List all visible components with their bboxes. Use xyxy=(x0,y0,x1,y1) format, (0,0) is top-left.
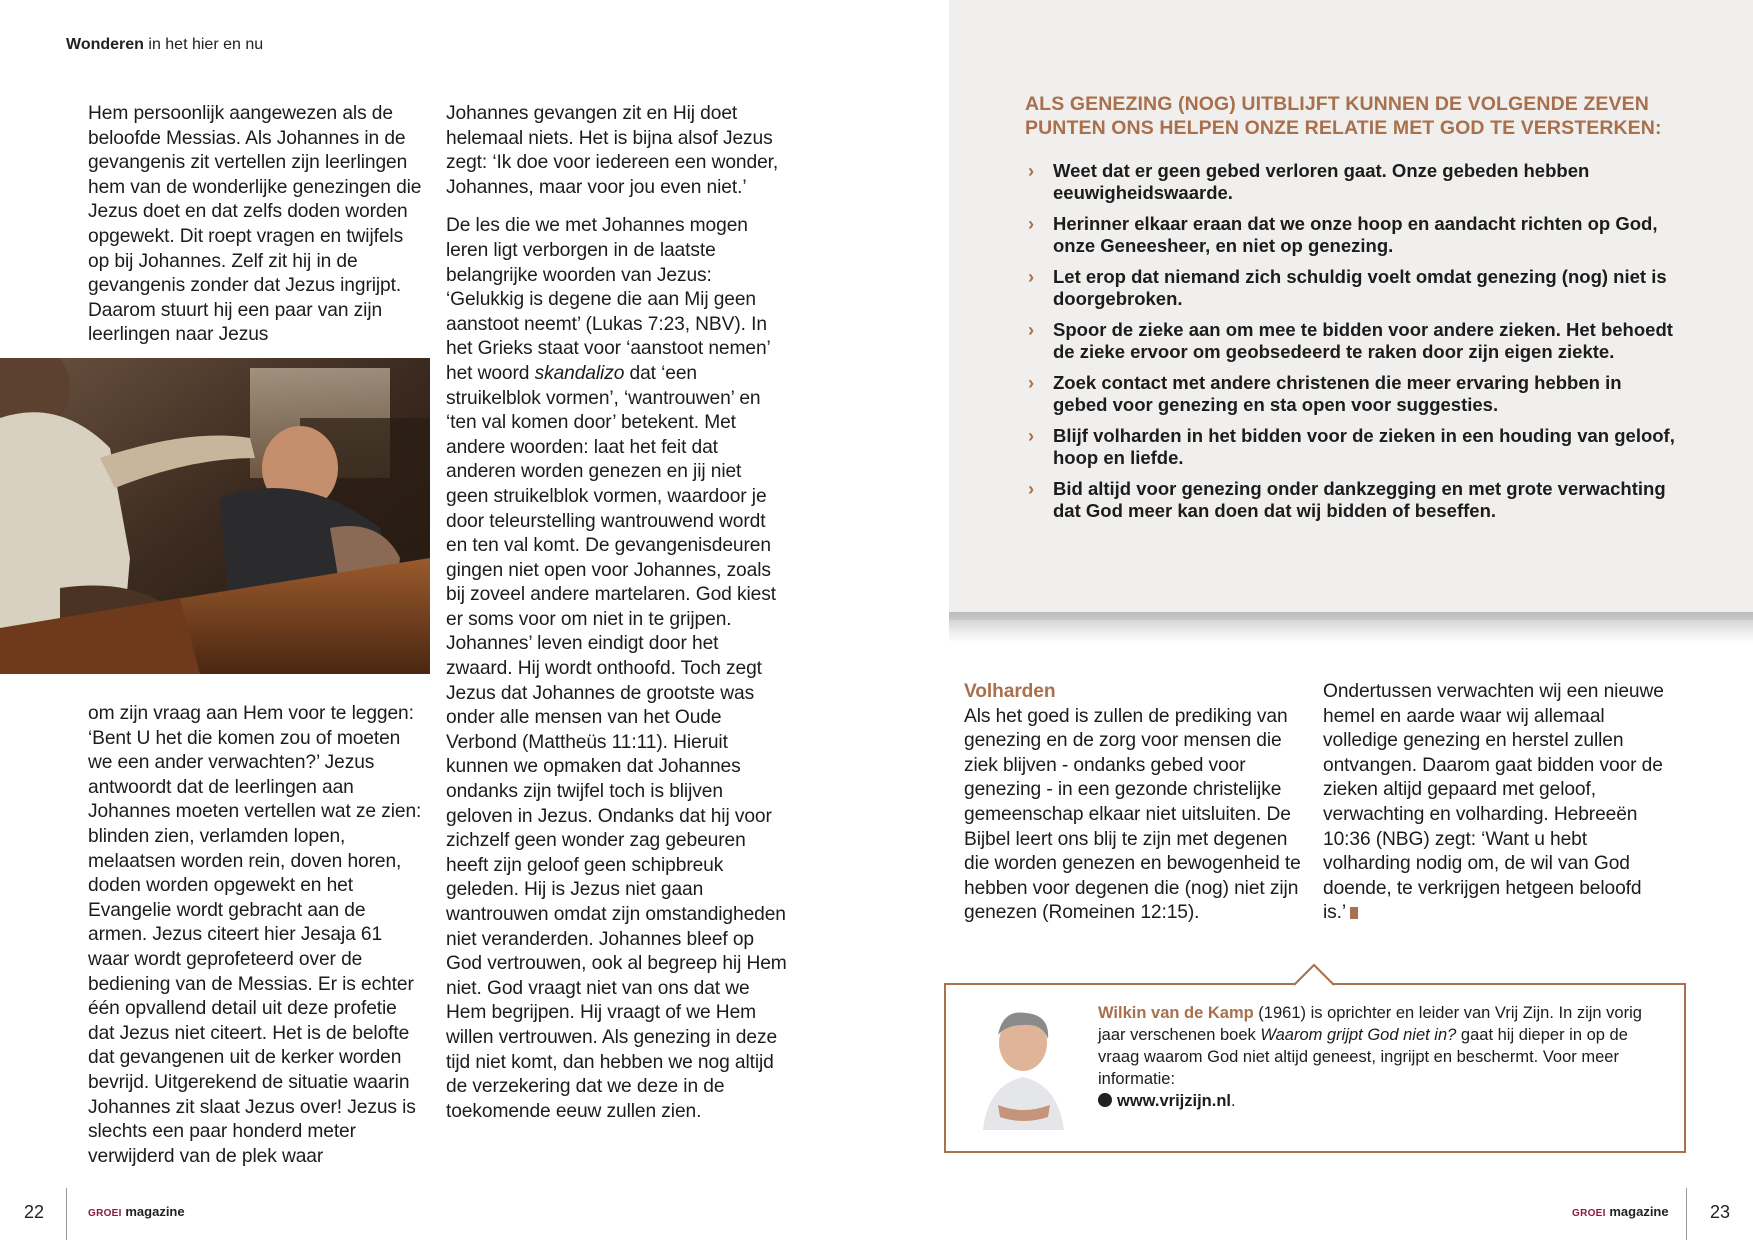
magazine-brand: GROEI xyxy=(88,1208,122,1219)
list-item xyxy=(1025,372,1675,415)
chevron-right-icon: › xyxy=(1028,372,1035,393)
paragraph xyxy=(1323,680,1665,926)
paragraph: Als het goed is zullen de prediking van genezing en de zorg voor mensen die ziek blijven - ondanks gebed voor genezing - in een gezonde christelijke gemeenschap elkaar niet uitsluiten. De Bijbel leert ons blij te zijn met degenen die worden genezen en bewogenheid te hebben voor degenen die (nog) niet zijn genezen (Romeinen 12:15). xyxy=(964,705,1301,924)
paragraph-text: De les die we met Johannes mogen leren ligt verborgen in de laatste belangrijke woorden van Jezus: ‘Gelukkig is degene die aan Mij geen aanstoot neemt’ (Lukas 7:23, NBV). In het Grieks staat voor ‘aanstoot nemen’ het woord xyxy=(446,215,770,384)
paragraph-text: Ondertussen verwachten wij een nieuwe hemel en aarde waar wij allemaal volledige genezing en herstel zullen ontvangen. Daarom gaat bidden voor de zieken altijd gepaard met geloof, verwachting en volharding. Hebreeën 10:36 (NBG) zegt: ‘Want u hebt volharding nodig om, de wil van God doende, te verkrijgen hetgeen beloofd is.’ xyxy=(1323,681,1664,924)
running-header xyxy=(66,36,263,54)
list-item xyxy=(1025,213,1675,256)
list-item-text: Let erop dat niemand zich schuldig voelt omdat genezing (nog) niet is doorgebroken. xyxy=(1053,266,1667,309)
list-item xyxy=(1025,425,1675,468)
list-item xyxy=(1025,266,1675,309)
paragraph xyxy=(446,214,788,1124)
list-item-text: Zoek contact met andere christenen die meer ervaring hebben in gebed voor genezing en sta open voor suggesties. xyxy=(1053,372,1622,415)
column-1-top xyxy=(88,102,428,348)
page-number-right: 23 xyxy=(1710,1202,1731,1222)
paragraph: Johannes gevangen zit en Hij doet helemaal niets. Het is bijna alsof Jezus zegt: ‘Ik doe voor iedereen een wonder, Johannes, maar voor jou even niet.’ xyxy=(446,103,779,198)
bio-box-notch-cover xyxy=(1294,955,1334,995)
photo-illustration xyxy=(0,358,430,674)
magazine-logo-left xyxy=(88,1204,185,1219)
list-item-text: Weet dat er geen gebed verloren gaat. Onze gebeden hebben eeuwigheidswaarde. xyxy=(1053,160,1590,203)
magazine-word: magazine xyxy=(1609,1204,1669,1219)
footer-divider-right xyxy=(1686,1188,1687,1240)
avatar-illustration xyxy=(968,1005,1078,1130)
volharden-left-column xyxy=(964,680,1312,926)
chevron-right-icon: › xyxy=(1028,425,1035,446)
chevron-right-icon: › xyxy=(1028,213,1035,234)
footer-divider-left xyxy=(66,1188,67,1240)
list-item-text: Bid altijd voor genezing onder dankzegging en met grote verwachting dat God meer kan doen dat wij bidden of beseffen. xyxy=(1053,478,1666,521)
list-item xyxy=(1025,319,1675,362)
list-item-text: Blijf volharden in het bidden voor de zieken in een houding van geloof, hoop en liefde. xyxy=(1053,425,1675,468)
page-number-left: 22 xyxy=(24,1202,45,1222)
paragraph: Hem persoonlijk aangewezen als de beloofde Messias. Als Johannes in de gevangenis zit vertellen zijn leerlingen hem van de wonderlijke genezingen die Jezus doet en dat zelfs doden worden opgewekt. Dit roept vragen en twijfels op bij Johannes. Zelf zit hij in de gevangenis zonder dat Jezus ingrijpt. Daarom stuurt hij een paar van zijn leerlingen naar Jezus xyxy=(88,103,422,346)
author-name: Wilkin van de Kamp xyxy=(1098,1004,1254,1022)
section-heading: Volharden xyxy=(964,681,1056,702)
paragraph-text: dat ‘een struikelblok vormen’, ‘wantrouwen’ en ‘ten val komen door’ betekent. Met andere woorden: laat het feit dat anderen worden genezen en jij niet geen struikelblok vormen, waardoor je door teleurstelling wantrouwend wordt en ten val komt. De gevangenisdeuren gingen niet open voor Johannes, zoals bij zoveel andere martelaren. God kiest er soms voor om niet in te grijpen. Johannes’ leven eindigt door het zwaard. Hij wordt onthoofd. Toch zegt Jezus dat Johannes de grootste was onder alle mensen van het Oude Verbond (Mattheüs 11:11). Hieruit kunnen we opmaken dat Johannes ondanks zijn twijfel toch is blijven geloven in Jezus. Ondanks dat hij voor zichzelf geen wonder zag gebeuren heeft zijn geloof geen schipbreuk geleden. Hij is Jezus niet gaan wantrouwen omdat zijn omstandigheden niet veranderden. Johannes bleef op God vertrouwen, ook al begreep hij Hem niet. God vraagt niet van ons dat we Hem begrijpen. Hij vraagt of we Hem willen vertrouwen. Als genezing in deze tijd niet komt, dan hebben we nog altijd de verzekering dat we deze in de toekomende eeuw zullen zien. xyxy=(446,362,787,1122)
author-bio xyxy=(1098,1002,1668,1112)
magazine-word: magazine xyxy=(125,1204,185,1219)
chevron-right-icon: › xyxy=(1028,266,1035,287)
link-suffix: . xyxy=(1231,1092,1236,1110)
list-item-text: Herinner elkaar eraan dat we onze hoop en aandacht richten op God, onze Geneesheer, en niet op genezing. xyxy=(1053,213,1658,256)
list-item xyxy=(1025,160,1675,203)
bio-text: (1961) is oprichter en leider van Vrij Zijn. In zijn vorig jaar verschenen boek xyxy=(1098,1004,1642,1044)
tips-box-shadow xyxy=(949,612,1753,642)
magazine-logo-right xyxy=(1572,1204,1669,1219)
bio-text: gaat hij dieper in op de vraag waarom God niet altijd geneest, ingrijpt en beschermt. Voor meer informatie: xyxy=(1098,1026,1628,1088)
list-item xyxy=(1025,478,1675,521)
photo-prayer xyxy=(0,358,430,674)
header-title-bold: Wonderen xyxy=(66,36,144,53)
author-photo xyxy=(968,1005,1078,1130)
end-mark-icon xyxy=(1350,907,1358,919)
volharden-right-column xyxy=(1323,680,1665,926)
tips-box-title: ALS GENEZING (NOG) UITBLIJFT KUNNEN DE VOLGENDE ZEVEN PUNTEN ONS HELPEN ONZE RELATIE MET GOD TE VERSTERKEN: xyxy=(1025,93,1662,139)
chevron-right-icon: › xyxy=(1028,478,1035,499)
chevron-right-icon: › xyxy=(1028,319,1035,340)
tips-list xyxy=(1025,160,1675,531)
list-item-text: Spoor de zieke aan om mee te bidden voor andere zieken. Het behoedt de zieke ervoor om geobsedeerd te raken door zijn eigen ziekte. xyxy=(1053,319,1673,362)
globe-icon xyxy=(1098,1093,1112,1107)
column-2 xyxy=(446,102,788,1124)
website-link[interactable]: www.vrijzijn.nl xyxy=(1117,1092,1231,1110)
header-title-rest: in het hier en nu xyxy=(143,36,264,53)
greek-word: skandalizo xyxy=(534,362,625,384)
book-title: Waarom grijpt God niet in? xyxy=(1260,1026,1457,1044)
magazine-brand: GROEI xyxy=(1572,1208,1606,1219)
paragraph: om zijn vraag aan Hem voor te leggen: ‘Bent U het die komen zou of moeten we een ander verwachten?’ Jezus antwoordt dat de leerlingen aan Johannes moeten vertellen wat ze zien: blinden zien, verlamden lopen, melaatsen worden rein, doven horen, doden worden opgewekt en het Evangelie wordt gebracht aan de armen. Jezus citeert hier Jesaja 61 waar wordt geprofeteerd over de bediening van de Messias. Er is echter één opvallend detail uit deze profetie dat Jezus niet citeert. Het is de belofte dat gevangenen uit de kerker worden bevrijd. Uitgerekend de situatie waarin Johannes zit slaat Jezus over! Jezus is slechts een paar honderd meter verwijderd van de plek waar xyxy=(88,703,422,1167)
chevron-right-icon: › xyxy=(1028,160,1035,181)
column-1-bottom xyxy=(88,702,428,1169)
